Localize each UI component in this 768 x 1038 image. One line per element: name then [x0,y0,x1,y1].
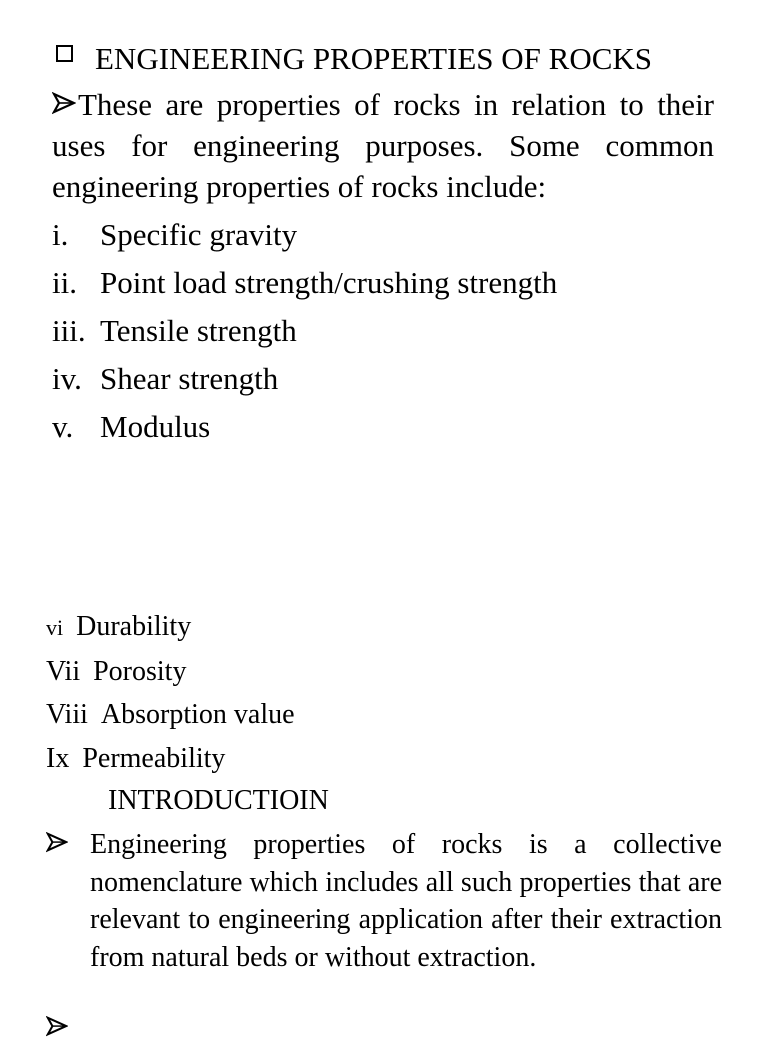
list-item-label: Shear strength [100,361,279,396]
heading-text: ENGINEERING PROPERTIES OF ROCKS [95,41,653,76]
introduction-title: INTRODUCTIOIN [108,785,329,816]
intro-text: These are properties of rocks in relation to their uses for engineering purposes. Some common engineering properties of rocks include: [52,87,714,204]
properties-list [52,211,714,451]
list-item-label: Durability [76,611,192,642]
introduction-paragraph: Engineering properties of rocks is a collective nomenclature which includes all such properties that are relevant to engineering application after their extraction from natural beds or without extraction. [90,829,722,973]
arrow-bullet-icon [52,92,76,116]
list-item-label: Porosity [93,655,187,687]
list-item [46,650,722,694]
list-item-label: Permeability [82,742,226,774]
list-item-number: i. [52,217,69,252]
introduction-bullet [46,826,722,976]
arrow-bullet-icon [46,1016,68,1038]
arrow-bullet-icon [46,832,68,854]
list-item-number: iv. [52,361,82,396]
more-properties-list [46,605,722,780]
checkbox-bullet-icon [56,45,73,62]
list-item-label: Point load strength/crushing strength [100,265,558,300]
intro-paragraph [52,84,714,207]
list-item-label: Tensile strength [100,313,297,348]
list-item-number: iii. [52,313,86,348]
list-item-label: Absorption value [100,699,295,730]
list-item [46,737,722,781]
list-item [52,307,714,355]
list-item [52,259,714,307]
list-item [52,403,714,451]
list-item-number: v. [52,409,74,444]
list-item-number: ii. [52,265,77,300]
list-item [52,211,714,259]
list-item-number: Ix [46,742,70,774]
list-item-number: Viii [46,699,88,730]
list-item [46,693,722,737]
slide-bottom-section [46,605,722,976]
list-item-label: Modulus [100,409,211,444]
list-item [52,355,714,403]
slide-top-section [52,38,714,451]
section-heading [56,38,714,80]
list-item-number: vi [46,615,64,640]
list-item-label: Specific gravity [100,217,298,252]
list-item [46,605,722,650]
list-item-number: Vii [46,655,81,687]
